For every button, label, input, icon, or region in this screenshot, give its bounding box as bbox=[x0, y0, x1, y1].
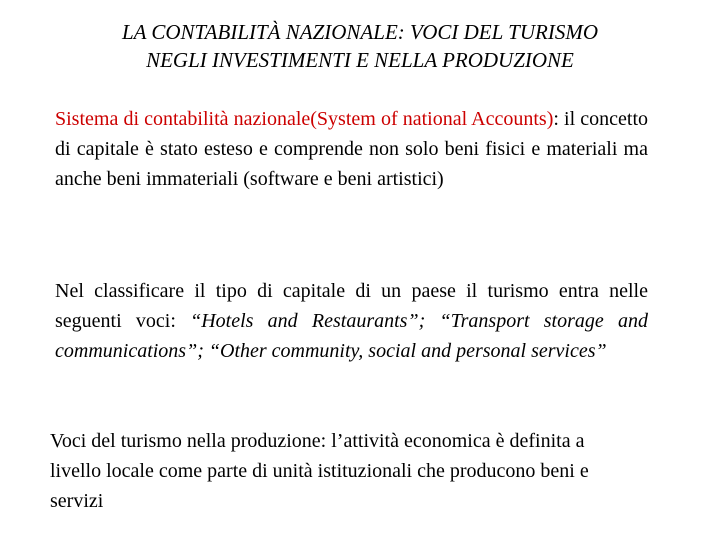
capital-classification-items: “Hotels and Restaurants”; “Transport storage and communications”; “Other community, social and personal services” bbox=[55, 310, 648, 362]
paragraph-national-accounts bbox=[55, 104, 648, 194]
capital-classification-text: Nel classificare il tipo di capitale di un paese il turismo entra nelle seguenti voci: bbox=[55, 280, 648, 332]
paragraph-capital-classification bbox=[55, 276, 648, 366]
paragraph-tourism-production bbox=[50, 426, 630, 516]
tourism-production-text: Voci del turismo nella produzione: l’attività economica è definita a livello locale come parte di unità istituzionali che producono beni e servizi bbox=[50, 430, 589, 512]
national-accounts-text: : il concetto di capitale è stato esteso e comprende non solo beni fisici e materiali ma anche beni immateriali (software e beni artistici) bbox=[55, 108, 649, 190]
slide-title-line-2: NEGLI INVESTIMENTI E NELLA PRODUZIONE bbox=[146, 48, 574, 72]
slide-title bbox=[40, 18, 680, 74]
slide-title-line-1: LA CONTABILITÀ NAZIONALE: VOCI DEL TURISMO bbox=[122, 20, 598, 44]
national-accounts-highlight: Sistema di contabilità nazionale(System of national Accounts) bbox=[55, 108, 554, 130]
